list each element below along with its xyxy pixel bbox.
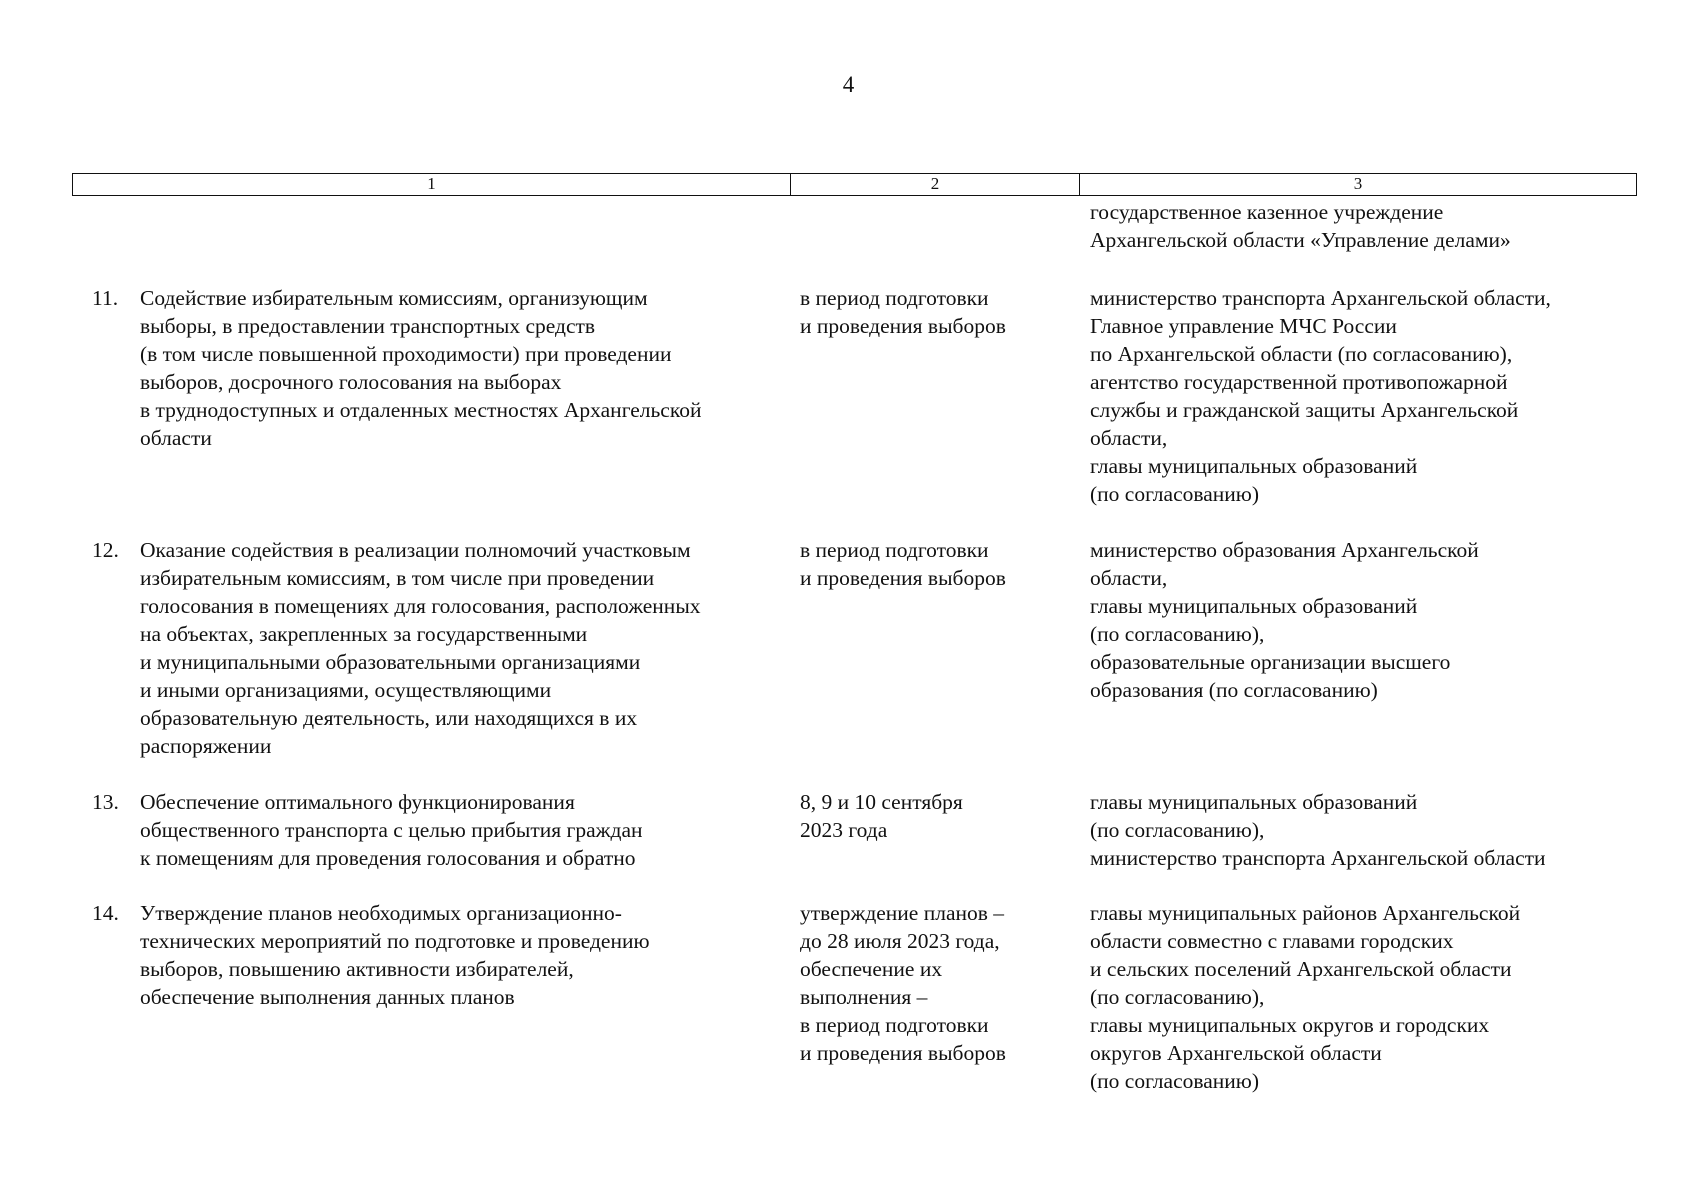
- text-line: технических мероприятий по подготовке и проведению: [140, 929, 650, 953]
- row-responsible: [1090, 284, 1551, 508]
- text-line: в период подготовки: [800, 1013, 989, 1037]
- text-line: (по согласованию),: [1090, 622, 1265, 646]
- text-line: к помещениям для проведения голосования и обратно: [140, 846, 636, 870]
- text-line: и проведения выборов: [800, 314, 1006, 338]
- text-line: выборов, повышению активности избирателей,: [140, 957, 574, 981]
- row-responsible: [1090, 899, 1520, 1095]
- text-line: выполнения –: [800, 985, 928, 1009]
- text-line: Архангельской области «Управление делами»: [1090, 228, 1511, 252]
- row-activity: [140, 788, 643, 872]
- text-line: в период подготовки: [800, 538, 989, 562]
- text-line: в период подготовки: [800, 286, 989, 310]
- text-line: (в том числе повышенной проходимости) при проведении: [140, 342, 672, 366]
- text-line: службы и гражданской защиты Архангельской: [1090, 398, 1519, 422]
- text-line: главы муниципальных образований: [1090, 454, 1418, 478]
- text-line: обеспечение выполнения данных планов: [140, 985, 515, 1009]
- text-line: и муниципальными образовательными организациями: [140, 650, 641, 674]
- text-line: по Архангельской области (по согласованию),: [1090, 342, 1513, 366]
- text-line: и проведения выборов: [800, 566, 1006, 590]
- text-line: голосования в помещениях для голосования, расположенных: [140, 594, 701, 618]
- text-line: образовательную деятельность, или находящихся в их: [140, 706, 638, 730]
- text-line: 8, 9 и 10 сентября: [800, 790, 963, 814]
- text-line: Главное управление МЧС России: [1090, 314, 1397, 338]
- text-line: на объектах, закрепленных за государственными: [140, 622, 588, 646]
- text-line: агентство государственной противопожарной: [1090, 370, 1508, 394]
- text-line: (по согласованию),: [1090, 818, 1265, 842]
- continuation-col3: [1090, 198, 1511, 254]
- text-line: области,: [1090, 426, 1168, 450]
- text-line: Содействие избирательным комиссиям, организующим: [140, 286, 648, 310]
- text-line: утверждение планов –: [800, 901, 1005, 925]
- text-line: министерство транспорта Архангельской области: [1090, 846, 1546, 870]
- row-deadline: [800, 536, 1006, 592]
- text-line: округов Архангельской области: [1090, 1041, 1382, 1065]
- text-line: и проведения выборов: [800, 1041, 1006, 1065]
- text-line: и иными организациями, осуществляющими: [140, 678, 552, 702]
- text-line: до 28 июля 2023 года,: [800, 929, 1000, 953]
- table-header-row: [72, 173, 1637, 196]
- text-line: образования (по согласованию): [1090, 678, 1378, 702]
- text-line: области: [140, 426, 212, 450]
- text-line: Обеспечение оптимального функционирования: [140, 790, 575, 814]
- text-line: Оказание содействия в реализации полномочий участковым: [140, 538, 691, 562]
- row-responsible: [1090, 788, 1546, 872]
- text-line: области,: [1090, 566, 1168, 590]
- text-line: министерство транспорта Архангельской области,: [1090, 286, 1551, 310]
- row-activity: [140, 536, 701, 760]
- row-number: 13.: [92, 790, 119, 814]
- column-header-1: 1: [73, 174, 791, 195]
- text-line: главы муниципальных округов и городских: [1090, 1013, 1490, 1037]
- text-line: распоряжении: [140, 734, 272, 758]
- text-line: (по согласованию): [1090, 1069, 1260, 1093]
- row-number: 12.: [92, 538, 119, 562]
- row-activity: [140, 899, 650, 1011]
- text-line: в труднодоступных и отдаленных местностях Архангельской: [140, 398, 702, 422]
- row-number: 14.: [92, 901, 119, 925]
- page-number: 4: [842, 72, 855, 97]
- text-line: и сельских поселений Архангельской области: [1090, 957, 1512, 981]
- row-deadline: [800, 284, 1006, 340]
- text-line: избирательным комиссиям, в том числе при проведении: [140, 566, 655, 590]
- text-line: общественного транспорта с целью прибытия граждан: [140, 818, 643, 842]
- text-line: министерство образования Архангельской: [1090, 538, 1479, 562]
- text-line: образовательные организации высшего: [1090, 650, 1451, 674]
- text-line: 2023 года: [800, 818, 888, 842]
- text-line: выборы, в предоставлении транспортных средств: [140, 314, 596, 338]
- text-line: обеспечение их: [800, 957, 943, 981]
- row-responsible: [1090, 536, 1479, 704]
- text-line: главы муниципальных районов Архангельской: [1090, 901, 1521, 925]
- text-line: (по согласованию): [1090, 482, 1260, 506]
- text-line: выборов, досрочного голосования на выборах: [140, 370, 562, 394]
- text-line: главы муниципальных образований: [1090, 594, 1418, 618]
- column-header-2: 2: [791, 174, 1080, 195]
- row-activity: [140, 284, 701, 452]
- text-line: (по согласованию),: [1090, 985, 1265, 1009]
- row-number: 11.: [92, 286, 119, 310]
- column-header-3: 3: [1353, 174, 1363, 193]
- row-deadline: [800, 788, 963, 844]
- row-deadline: [800, 899, 1006, 1067]
- text-line: главы муниципальных образований: [1090, 790, 1418, 814]
- text-line: государственное казенное учреждение: [1090, 200, 1444, 224]
- text-line: Утверждение планов необходимых организационно-: [140, 901, 622, 925]
- text-line: области совместно с главами городских: [1090, 929, 1454, 953]
